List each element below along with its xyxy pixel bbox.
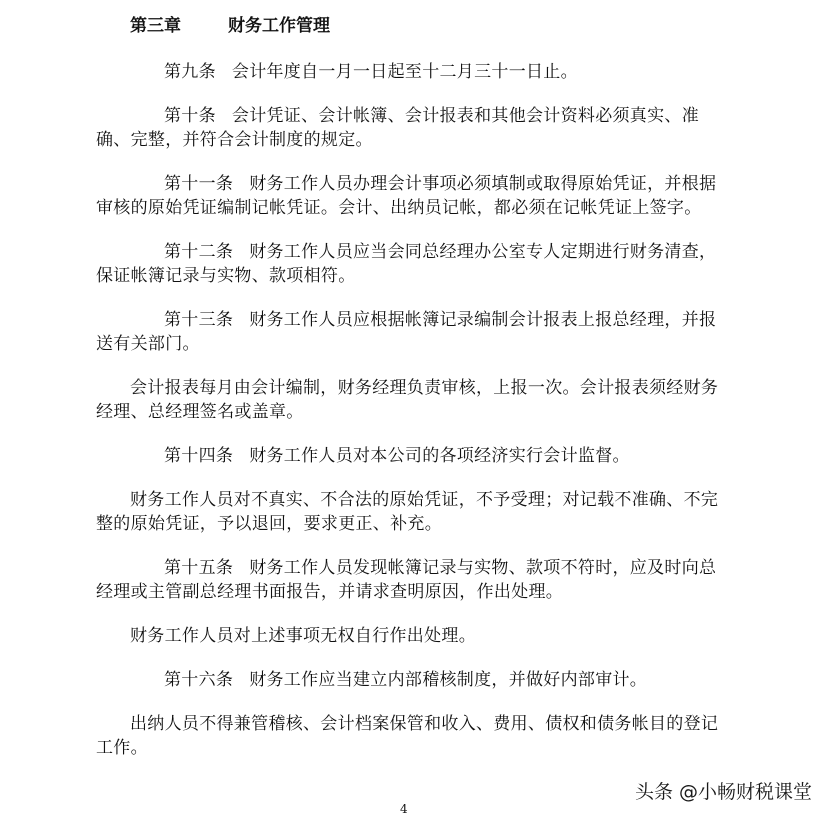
article-number: 第十条	[164, 106, 216, 126]
paragraph-article-15	[96, 556, 732, 604]
paragraph-article-16	[96, 668, 732, 692]
paragraph-article-12	[96, 240, 732, 288]
paragraph-article-10	[96, 104, 732, 152]
article-number: 第十二条	[164, 242, 234, 262]
paragraph-article-14	[96, 444, 732, 468]
article-text: 财务工作应当建立内部稽核制度，并做好内部审计。	[249, 670, 648, 690]
article-text: 财务工作人员办理会计事项必须填制或取得原始凭证，并根据审核的原始凭证编制记帐凭证。会计、出纳员记帐，都必须在记帐凭证上签字。	[96, 174, 717, 218]
article-number: 第十六条	[164, 670, 234, 690]
watermark: 头条 @小畅财税课堂	[634, 781, 812, 803]
article-number: 第十四条	[164, 446, 234, 466]
paragraph-text: 会计报表每月由会计编制，财务经理负责审核，上报一次。会计报表须经财务经理、总经理签名或盖章。	[96, 378, 719, 422]
paragraph-text: 财务工作人员对上述事项无权自行作出处理。	[130, 626, 476, 646]
chapter-number: 第三章	[130, 16, 181, 36]
paragraph-article-9	[96, 60, 732, 84]
article-number: 第十五条	[164, 558, 234, 578]
paragraph-cashier-restrictions	[96, 712, 732, 760]
chapter-title: 财务工作管理	[228, 16, 330, 36]
page-number: 4	[400, 802, 408, 816]
article-text: 财务工作人员应当会同总经理办公室专人定期进行财务清查，保证帐簿记录与实物、款项相符。	[96, 242, 717, 286]
article-text: 财务工作人员对本公司的各项经济实行会计监督。	[249, 446, 630, 466]
paragraph-text: 财务工作人员对不真实、不合法的原始凭证，不予受理；对记载不准确、不完整的原始凭证，予以退回，要求更正、补充。	[96, 490, 719, 534]
article-text: 会计年度自一月一日起至十二月三十一日止。	[231, 62, 578, 82]
article-number: 第九条	[164, 62, 216, 82]
chapter-heading	[130, 14, 330, 38]
paragraph-no-authority	[96, 624, 732, 648]
article-text: 财务工作人员发现帐簿记录与实物、款项不符时，应及时向总经理或主管副总经理书面报告，并请求查明原因，作出处理。	[96, 558, 717, 602]
article-number: 第十一条	[164, 174, 234, 194]
article-text: 财务工作人员应根据帐簿记录编制会计报表上报总经理，并报送有关部门。	[96, 310, 717, 354]
paragraph-invalid-vouchers	[96, 488, 732, 536]
paragraph-article-13	[96, 308, 732, 356]
article-number: 第十三条	[164, 310, 234, 330]
paragraph-article-11	[96, 172, 732, 220]
article-text: 会计凭证、会计帐簿、会计报表和其他会计资料必须真实、准确、完整，并符合会计制度的规定。	[96, 106, 700, 150]
paragraph-text: 出纳人员不得兼管稽核、会计档案保管和收入、费用、债权和债务帐目的登记工作。	[96, 714, 719, 758]
paragraph-report-approval	[96, 376, 732, 424]
